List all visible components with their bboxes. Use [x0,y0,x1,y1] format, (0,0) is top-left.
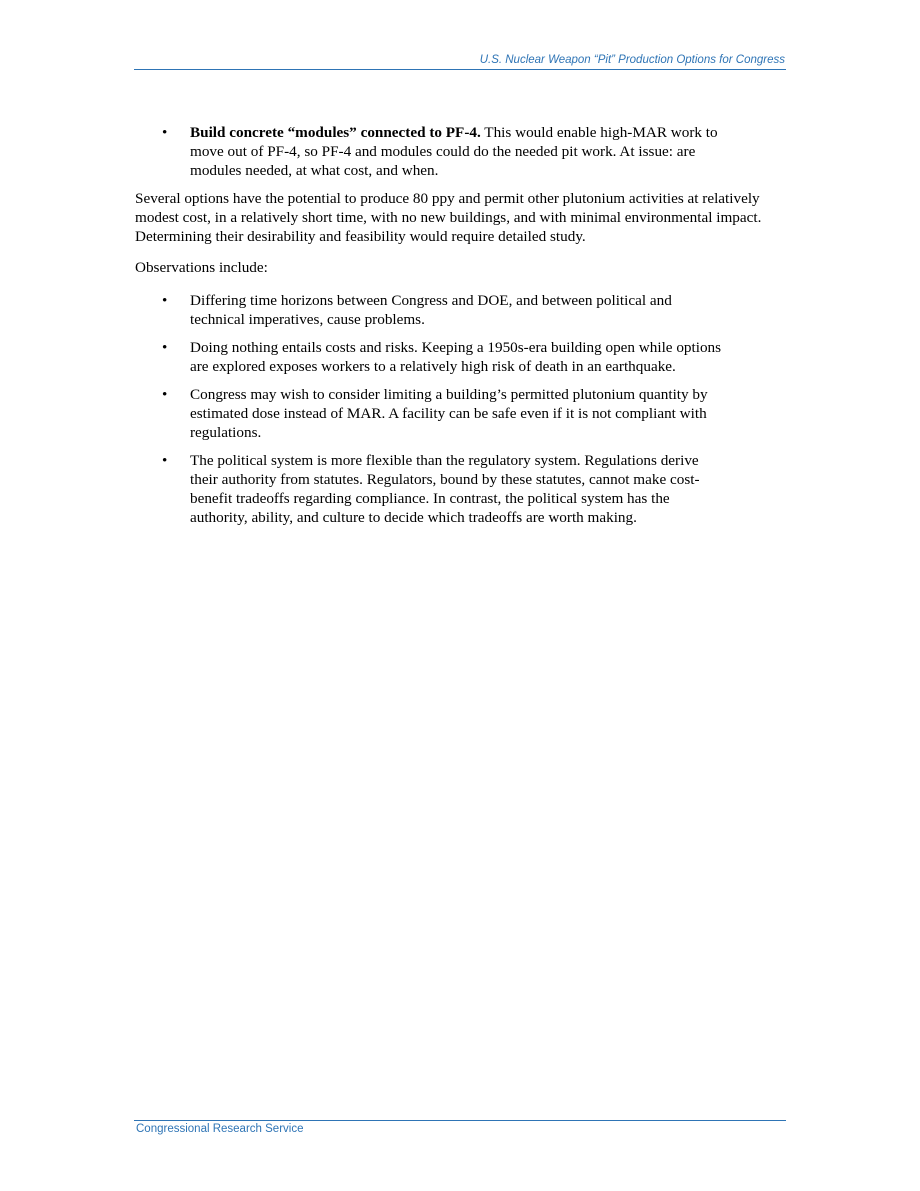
bullet-icon: • [162,386,168,403]
observations-heading: Observations include: [135,259,268,276]
list-item [135,123,730,180]
summary-paragraph: Several options have the potential to produce 80 ppy and permit other plutonium activities at relatively modest cost, in a relatively short time, with no new buildings, and with minimal environmental impact. Determining their desirability and feasibility would require detailed study. [135,190,762,245]
observation-text: Doing nothing entails costs and risks. Keeping a 1950s-era building open while options are explored exposes workers to a relatively high risk of death in an earthquake. [190,339,722,375]
observation-text: The political system is more flexible than the regulatory system. Regulations derive their authority from statutes. Regulators, bound by these statutes, cannot make cost-benefit tradeoffs regarding compliance. In contrast, the political system has the authority, ability, and culture to decide which tradeoffs are worth making. [190,452,700,526]
page-header [134,53,786,70]
list-item [135,385,730,442]
list-item [135,291,730,329]
observation-text: Congress may wish to consider limiting a building’s permitted plutonium quantity by estimated dose instead of MAR. A facility can be safe even if it is not compliant with regulations. [190,386,708,441]
bullet-icon: • [162,339,168,356]
footer-text: Congressional Research Service [136,1123,304,1135]
options-list [135,123,785,180]
page-footer [134,1120,786,1135]
observation-text: Differing time horizons between Congress and DOE, and between political and technical imperatives, cause problems. [190,292,672,328]
list-item [135,338,730,376]
option-text: This would enable high-MAR work to move out of PF-4, so PF-4 and modules could do the needed pit work. At issue: are modules needed, at what cost, and when. [190,124,718,179]
bullet-icon: • [162,292,168,309]
list-item [135,451,730,527]
bullet-icon: • [162,124,168,141]
header-title: U.S. Nuclear Weapon “Pit” Production Options for Congress [479,54,785,66]
observations-list [135,291,785,527]
page-content [135,123,785,536]
bullet-icon: • [162,452,168,469]
option-lead: Build concrete “modules” connected to PF-4. [190,124,481,141]
